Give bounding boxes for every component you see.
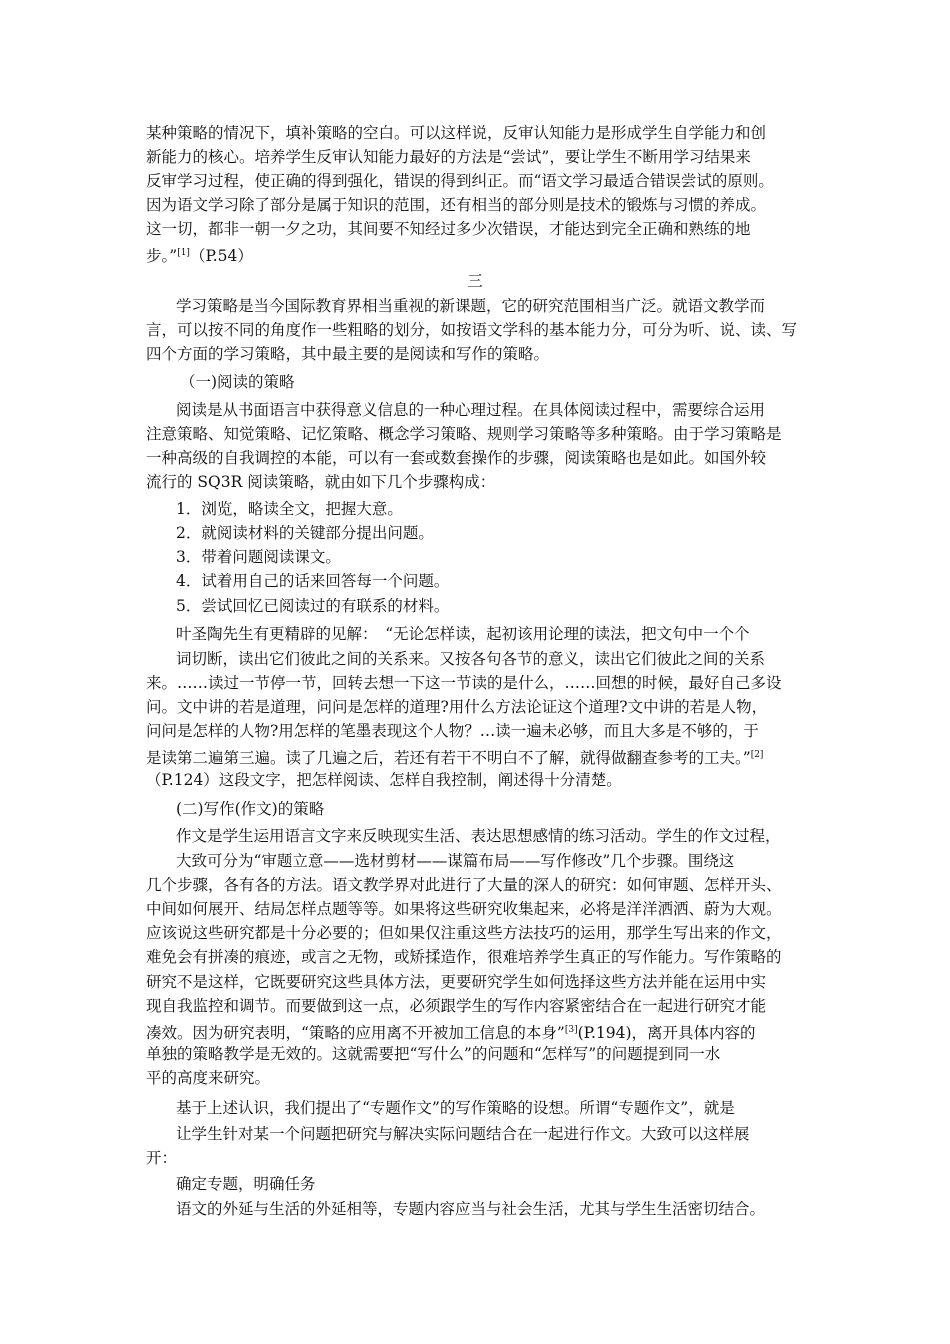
text-line: 单独的策略教学是无效的。这就需要把“写什么”的问题和“怎样写”的问题提到同一水: [146, 1045, 721, 1063]
text-line: 现自我监控和调节。而要做到这一点，必须跟学生的写作内容紧密结合在一起进行研究才能: [146, 997, 767, 1015]
text-span: 步。”: [146, 247, 178, 265]
text-line: 问问是怎样的人物?用怎样的笔墨表现这个人物？…读一遍未必够，而且大多是不够的，于: [146, 722, 759, 740]
text-line: 大致可分为“审题立意——选材剪材——谋篇布局——写作修改”几个步骤。围绕这: [176, 852, 735, 870]
subheading: 确定专题，明确任务: [176, 1175, 316, 1193]
text-line: 研究不是这样，它既要研究这些具体方法，更要研究学生如何选择这些方法并能在运用中实: [146, 973, 767, 991]
text-line: 词切断，读出它们彼此之间的关系来。又按各句各节的意义，读出它们彼此之间的关系: [176, 650, 766, 668]
text-line: [146, 241, 253, 265]
citation-marker: [3]: [564, 1025, 578, 1035]
text-line: 让学生针对某一个问题把研究与解决实际问题结合在一起进行作文。大致可以这样展: [176, 1125, 750, 1143]
citation-marker: [1]: [177, 248, 190, 258]
text-line: 这一切，都非一朝一夕之功，其间要不知经过多少次错误，才能达到完全正确和熟练的地: [146, 220, 751, 238]
text-line: 叶圣陶先生有更精辟的见解： “无论怎样读，起初该用论理的读法，把文句中一个个: [176, 625, 750, 643]
subheading: (二)写作(作文)的策略: [176, 800, 325, 818]
text-line: （P.124）这段文字，把怎样阅读、怎样自我控制，阐述得十分清楚。: [146, 771, 622, 789]
text-span: 是读第二遍第三遍。读了几遍之后，若还有若干不明白不了解，就得做翻查参考的工夫。”: [146, 749, 751, 767]
text-line: 阅读是从书面语言中获得意义信息的一种心理过程。在具体阅读过程中，需要综合运用: [176, 401, 766, 419]
text-line: 几个步骤，各有各的方法。语文教学界对此进行了大量的深人的研究：如何审题、怎样开头、: [146, 876, 782, 894]
list-item: 3．带着问题阅读课文。: [176, 548, 341, 566]
text-line: 开：: [146, 1149, 178, 1167]
list-item: 4．试着用自己的话来回答每一个问题。: [176, 572, 450, 590]
text-line: 中间如何展开、结局怎样点题等等。如果将这些研究收集起来，必将是洋洋洒洒、蔚为大观。: [146, 900, 782, 918]
text-line: 一种高级的自我调控的本能，可以有一套或数套操作的步骤，阅读策略也是如此。如国外较: [146, 449, 767, 467]
text-line: 学习策略是当今国际教育界相当重视的新课题，它的研究范围相当广泛。就语文教学而: [176, 297, 766, 315]
text-line: 新能力的核心。培养学生反审认知能力最好的方法是“尝试”，要让学生不断用学习结果来: [146, 148, 751, 166]
list-item: 5．尝试回忆已阅读过的有联系的材料。: [176, 597, 450, 615]
subheading: （一)阅读的策略: [180, 373, 295, 391]
citation-page: （P.54）: [189, 247, 253, 265]
list-item: 1．浏览，略读全文，把握大意。: [176, 500, 403, 518]
text-line: 某种策略的情况下，填补策略的空白。可以这样说，反审认知能力是形成学生自学能力和创: [146, 124, 767, 142]
text-line: 作文是学生运用语言文字来反映现实生活、表达思想感情的练习活动。学生的作文过程，: [176, 827, 781, 845]
text-line: 来。……读过一节停一节，回转去想一下这一节读的是什么，……回想的时候，最好自己多设: [146, 674, 782, 692]
citation-marker: [2]: [750, 750, 764, 760]
text-line: 四个方面的学习策略，其中最主要的是阅读和写作的策略。: [146, 345, 550, 363]
text-line: 流行的 SQ3R 阅读策略，就由如下几个步骤构成：: [146, 473, 496, 491]
text-line: 平的高度来研究。: [146, 1069, 271, 1087]
text-line: 因为语文学习除了部分是属于知识的范围，还有相当的部分则是技术的锻炼与习惯的养成。: [146, 196, 767, 214]
text-line: [146, 743, 763, 767]
text-line: 注意策略、知觉策略、记忆策略、概念学习策略、规则学习策略等多种策略。由于学习策略是: [146, 425, 782, 443]
text-line: 基于上述认识，我们提出了“专题作文”的写作策略的设想。所谓“专题作文”，就是: [176, 1099, 735, 1117]
text-line: 难免会有拼凑的痕迹，或言之无物，或矫揉造作，很难培养学生真正的写作能力。写作策略的: [146, 948, 782, 966]
text-span: 凑效。因为研究表明，“策略的应用离不开被加工信息的本身”: [146, 1024, 565, 1042]
text-line: 应该说这些研究都是十分必要的；但如果仅注重这些方法技巧的运用，那学生写出来的作文，: [146, 924, 782, 942]
text-line: 问。文中讲的若是道理，问问是怎样的道理?用什么方法论证这个道理?文中讲的若是人物，: [146, 698, 768, 716]
citation-page: (P.194)，离开具体内容的: [577, 1024, 756, 1042]
text-line: [146, 1018, 756, 1042]
section-heading: 三: [467, 272, 483, 290]
list-item: 2．就阅读材料的关键部分提出问题。: [176, 524, 434, 542]
text-line: 语文的外延与生活的外延相等，专题内容应当与社会生活，尤其与学生生活密切结合。: [176, 1200, 766, 1218]
text-line: 反审学习过程，使正确的得到强化，错误的得到纠正。而“语文学习最适合错误尝试的原则。: [146, 172, 774, 190]
text-line: 言，可以按不同的角度作一些粗略的划分，如按语文学科的基本能力分，可分为听、说、读、写: [146, 321, 798, 339]
